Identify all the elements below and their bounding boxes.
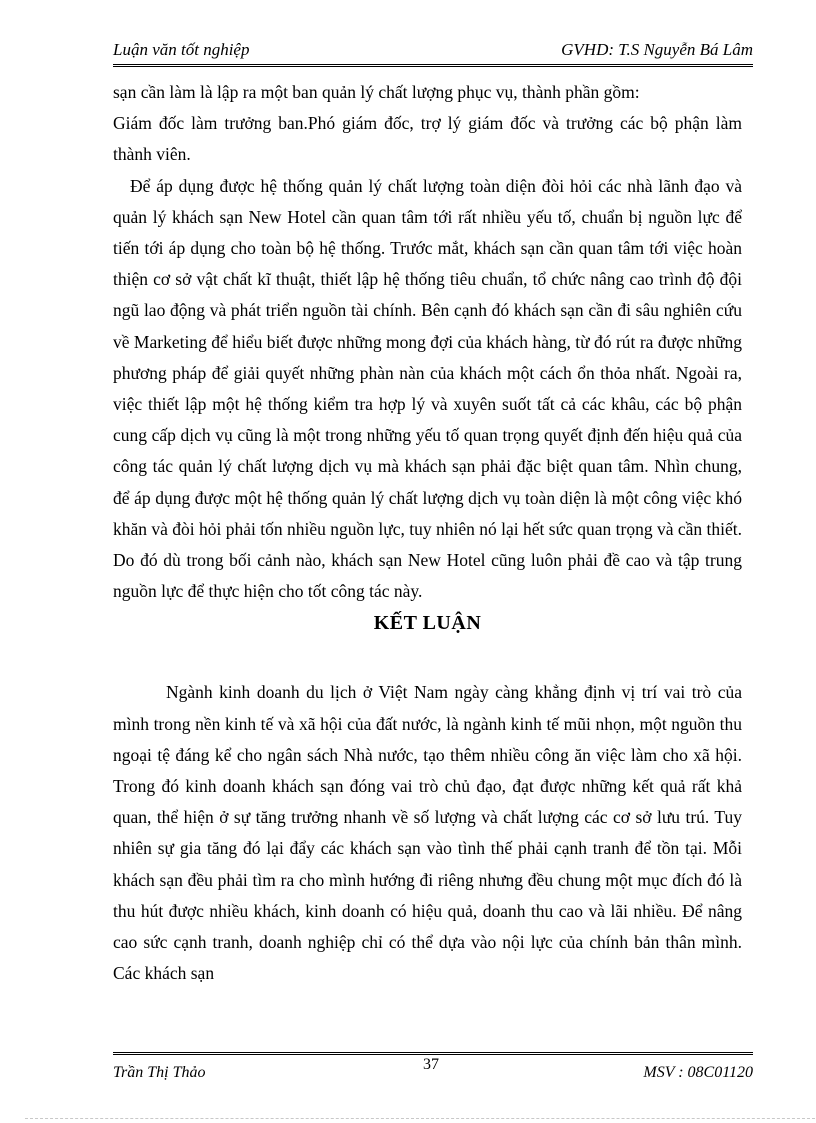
body-paragraph-conclusion: Ngành kinh doanh du lịch ở Việt Nam ngày càng khẳng định vị trí vai trò của mình trong nền kinh tế và xã hội của đất nước, là ngành kinh tế mũi nhọn, một nguồn thu ngoại tệ đáng kể cho ngân sách Nhà nước, tạo thêm nhiều công ăn việc làm cho xã hội. Trong đó kinh doanh khách sạn đóng vai trò chủ đạo, đạt được những kết quả rất khả quan, thể hiện ở sự tăng trưởng nhanh về số lượng và chất lượng các cơ sở lưu trú. Tuy nhiên sự gia tăng đó lại đẩy các khách sạn vào tình thế phải cạnh tranh để tồn tại. Mỗi khách sạn đều phải tìm ra cho mình hướng đi riêng nhưng đều chung một mục đích đó là thu hút được nhiều khách, kinh doanh có hiệu quả, doanh thu cao và lãi nhiều. Để nâng cao sức cạnh tranh, doanh nghiệp chỉ có thể dựa vào nội lực của chính bản thân mình. Các khách sạn — [113, 682, 742, 984]
header-thesis-title: Luận văn tốt nghiệp — [113, 40, 250, 59]
footer-divider — [113, 1052, 753, 1055]
body-line-continuation: sạn cần làm là lập ra một ban quản lý chất lượng phục vụ, thành phần gồm: — [113, 82, 640, 102]
body-paragraph-committee: Giám đốc làm trưởng ban.Phó giám đốc, trợ lý giám đốc và trưởng các bộ phận làm thành viên. — [113, 113, 742, 165]
footer-student-id: MSV : 08C01120 — [643, 1064, 753, 1081]
footer-author: Trần Thị Thảo — [113, 1064, 206, 1081]
header-divider — [113, 64, 753, 67]
page-header — [113, 40, 753, 64]
page-footer — [113, 1056, 753, 1086]
section-spacer — [113, 639, 742, 677]
body-paragraph-quality-management: Để áp dụng được hệ thống quản lý chất lượng toàn diện đòi hỏi các nhà lãnh đạo và quản lý khách sạn New Hotel cần quan tâm tới rất nhiều yếu tố, chuẩn bị nguồn lực để tiến tới áp dụng cho toàn bộ hệ thống. Trước mắt, khách sạn cần quan tâm tới việc hoàn thiện cơ sở vật chất kĩ thuật, thiết lập hệ thống tiêu chuẩn, tổ chức nâng cao trình độ đội ngũ lao động và phát triển nguồn tài chính. Bên cạnh đó khách sạn cần đi sâu nghiên cứu về Marketing để hiểu biết được những mong đợi của khách hàng, từ đó rút ra được những phương pháp để giải quyết những phàn nàn của khách một cách ổn thỏa nhất. Ngoài ra, việc thiết lập một hệ thống kiểm tra hợp lý và xuyên suốt tất cả các khâu, các bộ phận cung cấp dịch vụ cũng là một trong những yếu tố quan trọng quyết định đến hiệu quả của công tác quản lý chất lượng dịch vụ mà khách sạn phải đặc biệt quan tâm. Nhìn chung, để áp dụng được một hệ thống quản lý chất lượng dịch vụ toàn diện là một công việc khó khăn và đòi hỏi phải tốn nhiều nguồn lực, tuy nhiên nó lại hết sức quan trọng và cần thiết. Do đó dù trong bối cảnh nào, khách sạn New Hotel cũng luôn phải đề cao và tập trung nguồn lực để thực hiện cho tốt công tác này. — [113, 175, 742, 602]
section-heading-conclusion: KẾT LUẬN — [373, 612, 482, 635]
page-bottom-edge — [25, 1118, 815, 1119]
page-number: 37 — [423, 1056, 439, 1073]
header-advisor: GVHD: T.S Nguyễn Bá Lâm — [561, 40, 753, 59]
page-body — [113, 77, 742, 989]
